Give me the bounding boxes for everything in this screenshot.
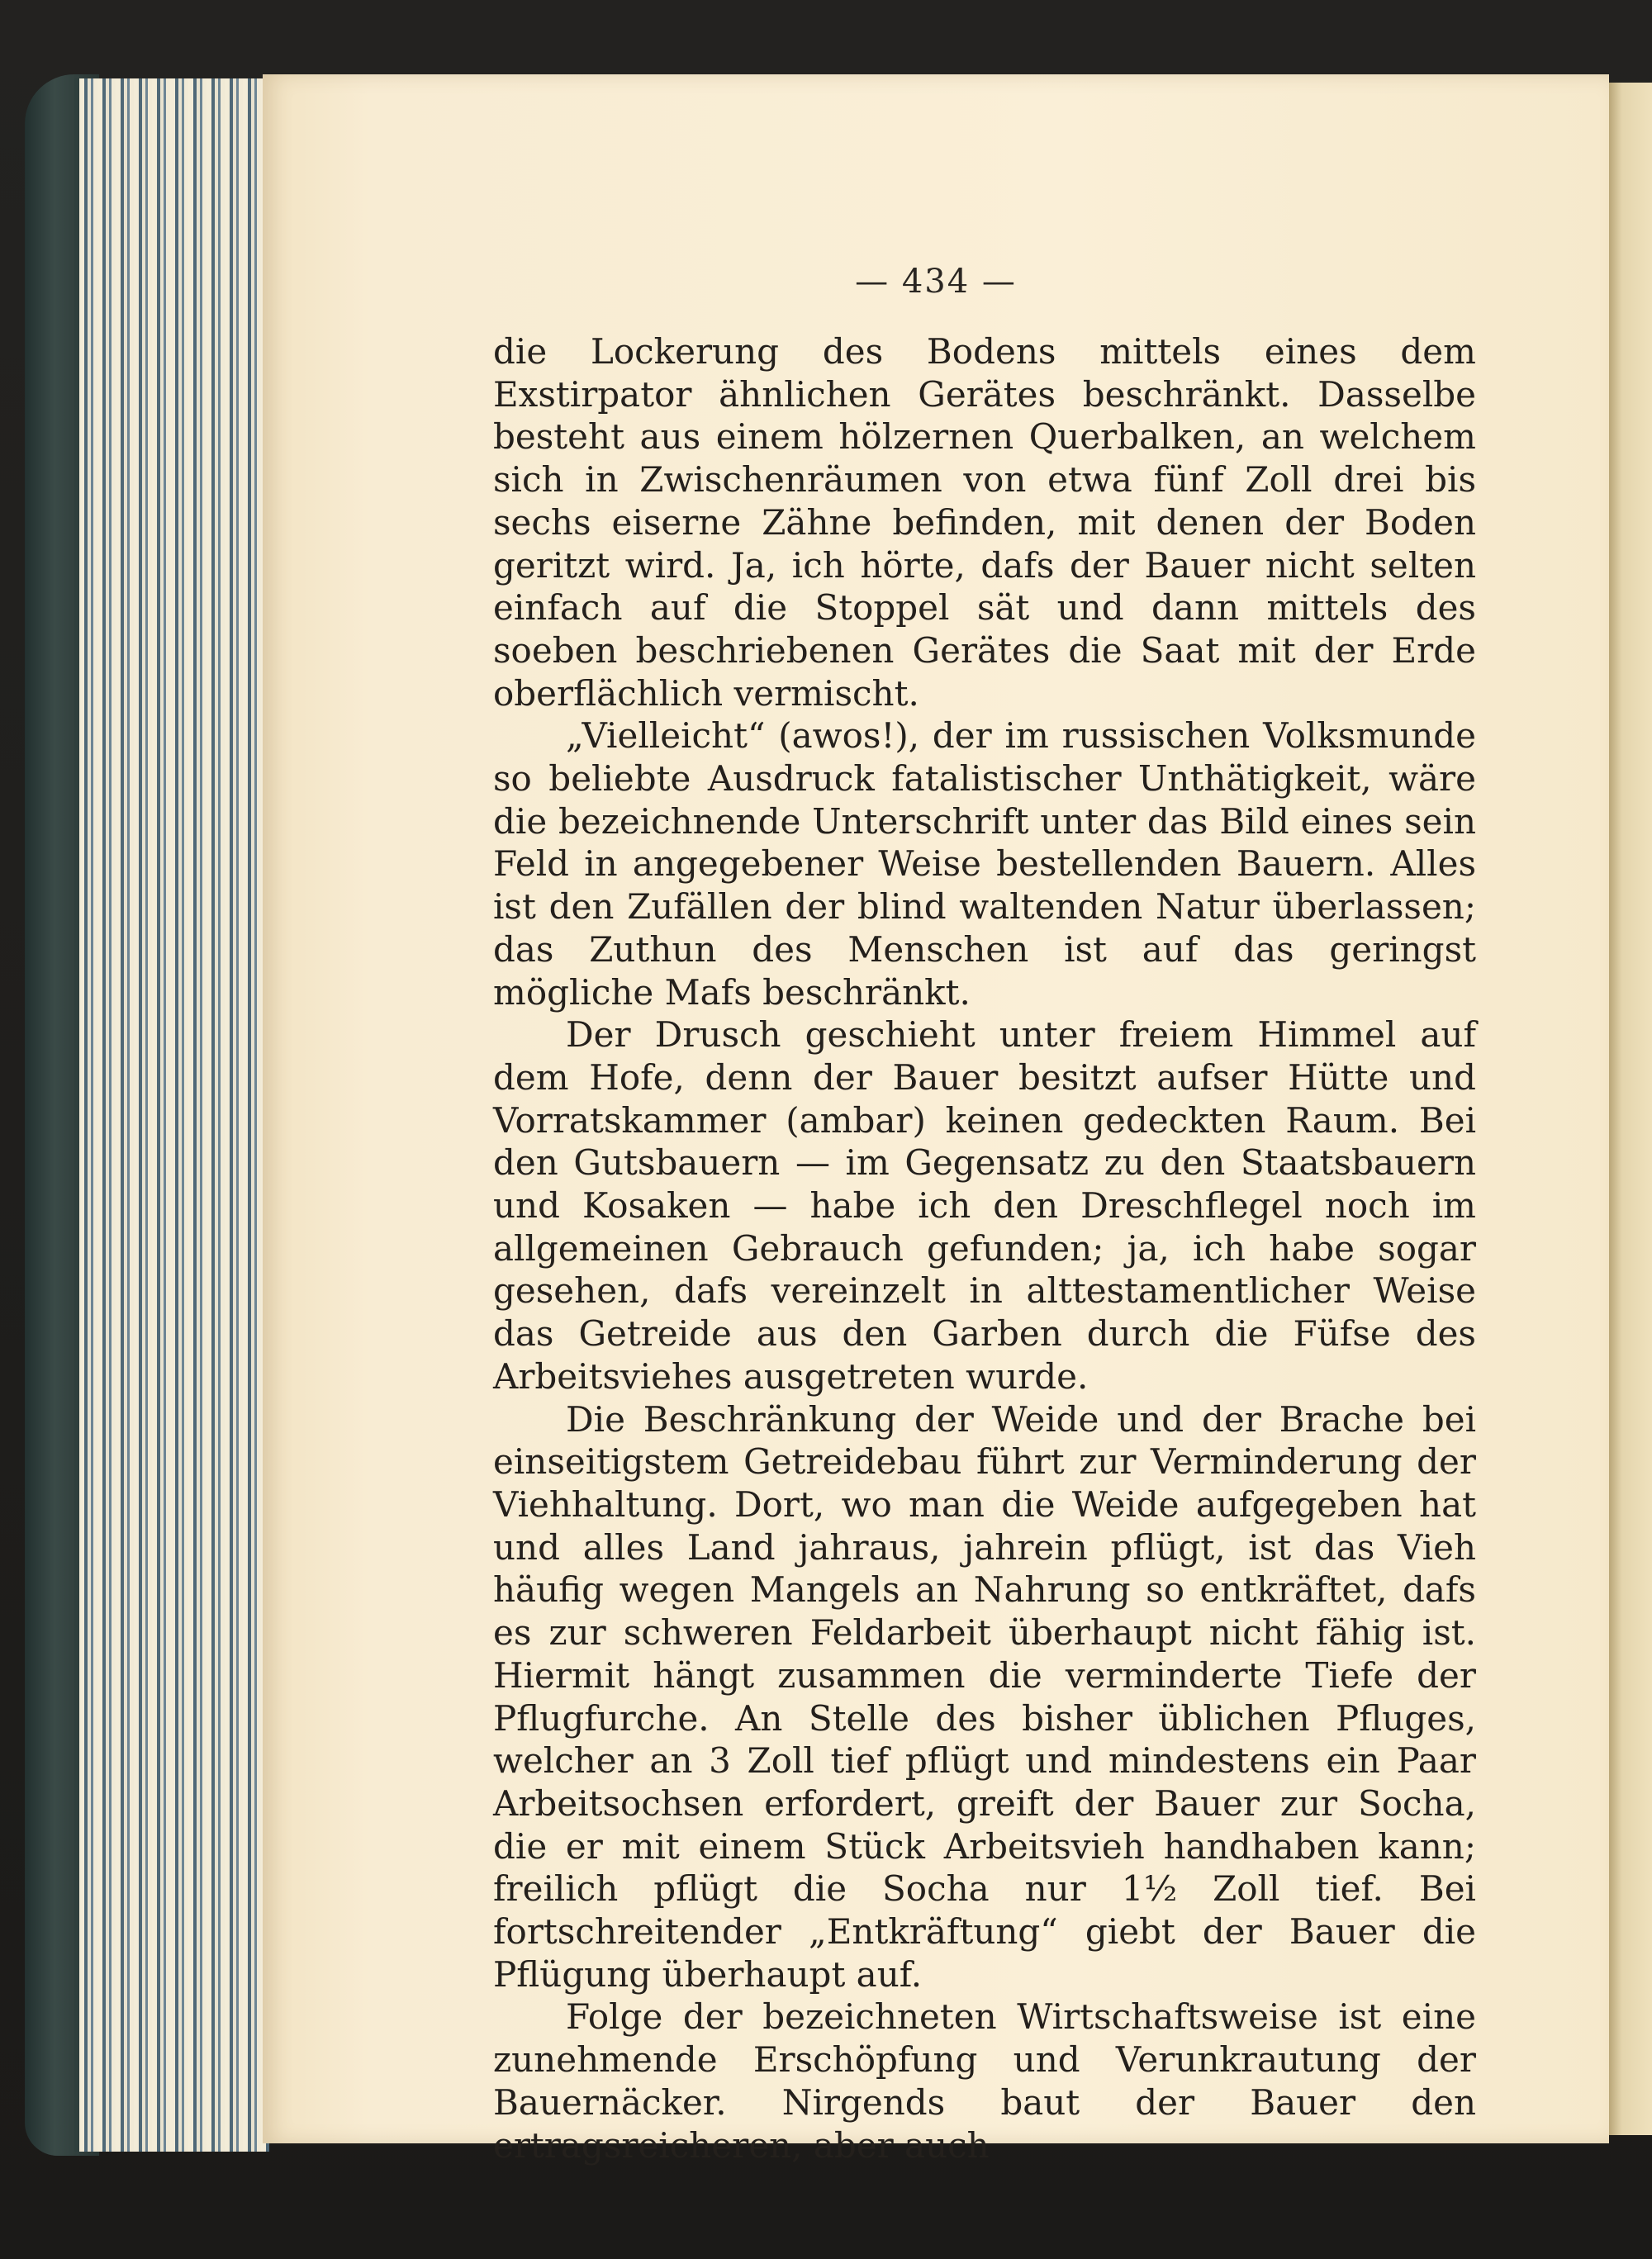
paragraph-4: Die Beschränkung der Weide und der Brache bei einseitigstem Getreidebau führt zur Verminderung der Viehhaltung. Dort, wo man die Weide aufgegeben hat und alles Land jahraus, jahrein pflügt, ist das Vieh häufig wegen Mangels an Nahrung so entkräftet, dafs es zur schweren Feldarbeit überhaupt nicht fähig ist. Hiermit hängt zusammen die verminderte Tiefe der Pflugfurche. An Stelle des bisher üblichen Pfluges, welcher an 3 Zoll tief pflügt und mindestens ein Paar Arbeitsochsen erfordert, greift der Bauer zur Socha, die er mit einem Stück Arbeitsvieh handhaben kann; freilich pflügt die Socha nur 1½ Zoll tief. Bei fortschreitender „Entkräftung“ giebt der Bauer die Pflügung überhaupt auf. (493, 1398, 1476, 1995)
paragraph-2: „Vielleicht“ (awos!), der im russischen Volksmunde so beliebte Ausdruck fatalistischer Unthätigkeit, wäre die bezeichnende Unterschrift unter das Bild eines sein Feld in angegebener Weise bestellenden Bauern. Alles ist den Zufällen der blind waltenden Natur überlassen; das Zuthun des Menschen ist auf das geringst mögliche Mafs beschränkt. (493, 715, 1476, 1013)
paragraph-5: Folge der bezeichneten Wirtschaftsweise ist eine zunehmende Erschöpfung und Verunkrautung der Bauernäcker. Nirgends baut der Bauer den ertragsreicheren, aber auch (493, 1996, 1476, 2166)
page-number: — 434 — (855, 263, 1017, 301)
paragraph-3: Der Drusch geschieht unter freiem Himmel auf dem Hofe, denn der Bauer besitzt aufser Hütte und Vorratskammer (ambar) keinen gedeckten Raum. Bei den Gutsbauern — im Gegensatz zu den Staatsbauern und Kosaken — habe ich den Dreschflegel noch im allgemeinen Gebrauch gefunden; ja, ich habe sogar gesehen, dafs vereinzelt in alttestamentlicher Weise das Getreide aus den Garben durch die Füfse des Arbeitsviehes ausgetreten wurde. (493, 1014, 1476, 1397)
paragraph-1: die Lockerung des Bodens mittels eines dem Exstirpator ähnlichen Gerätes beschränkt. Dasselbe besteht aus einem hölzernen Querbalken, an welchem sich in Zwischenräumen von etwa fünf Zoll drei bis sechs eiserne Zähne befinden, mit denen der Boden geritzt wird. Ja, ich hörte, dafs der Bauer nicht selten einfach auf die Stoppel sät und dann mittels des soeben beschriebenen Gerätes die Saat mit der Erde oberflächlich vermischt. (493, 331, 1476, 714)
page-edges (74, 78, 269, 2152)
page-body-text (493, 330, 1476, 2166)
facing-page-edge (1609, 83, 1652, 2135)
